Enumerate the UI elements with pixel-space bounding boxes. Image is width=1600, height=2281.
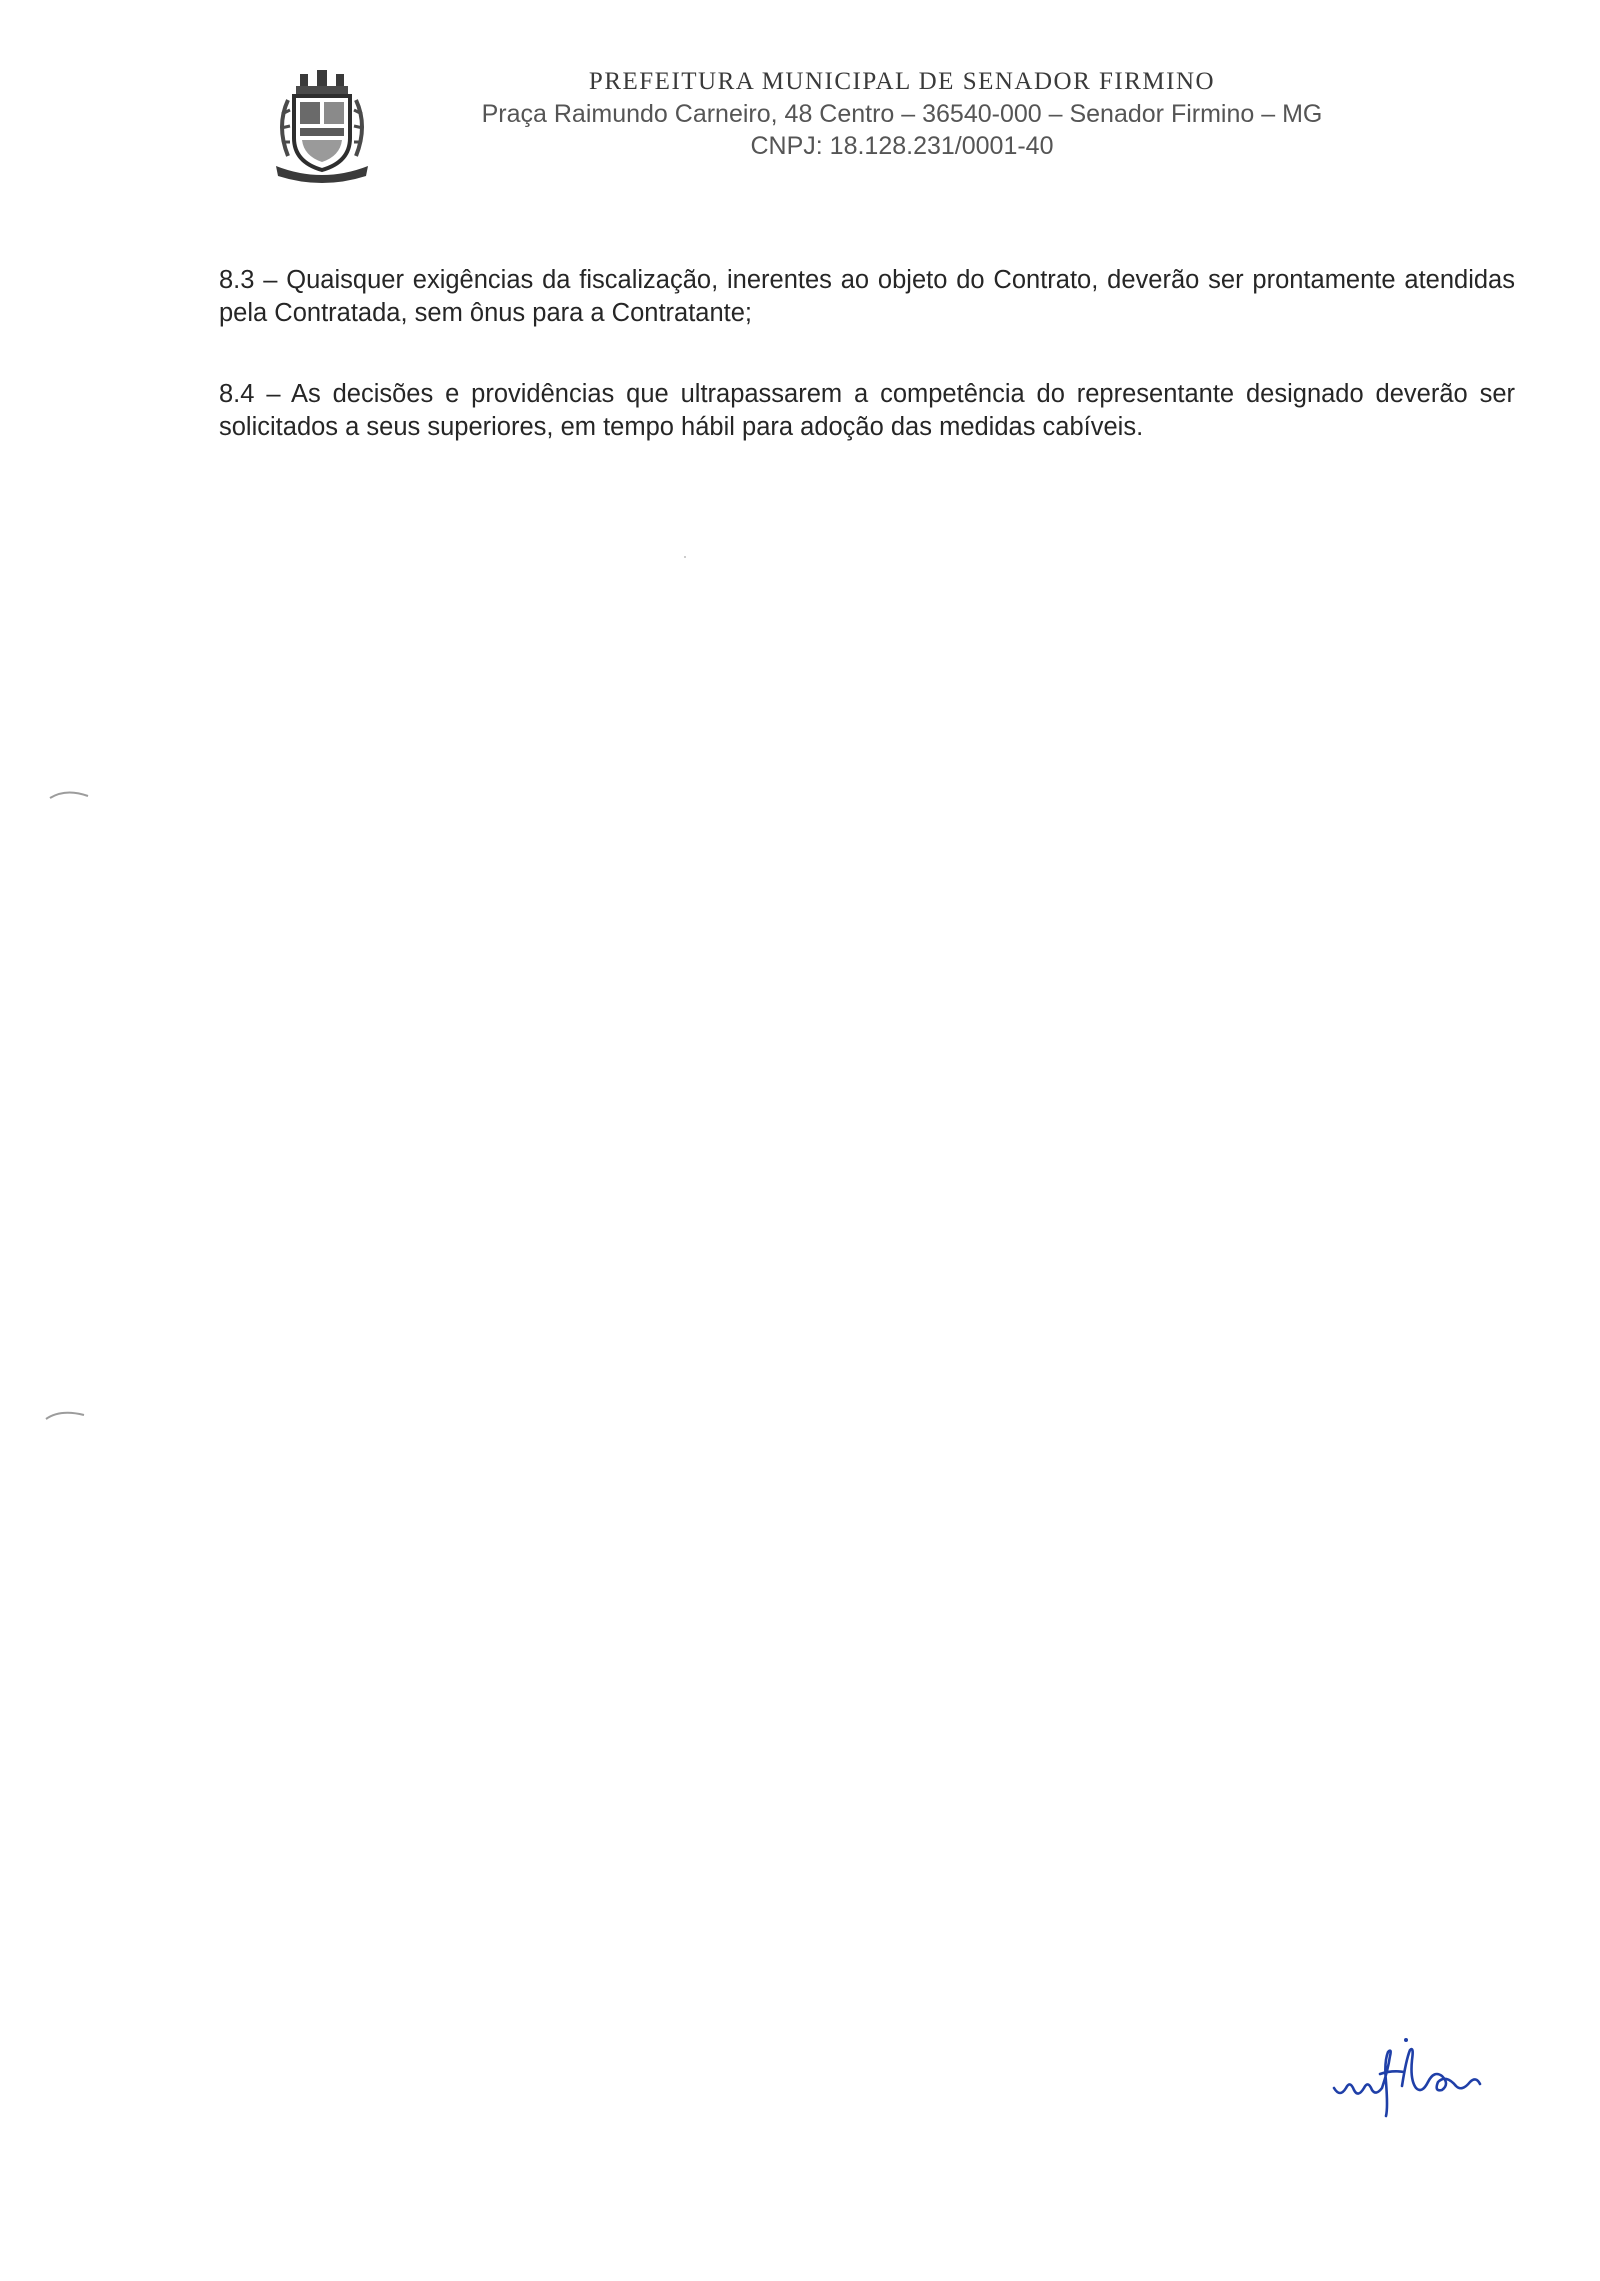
binding-mark-icon xyxy=(48,786,92,802)
handwritten-signature-icon xyxy=(1330,2030,1520,2120)
municipal-coat-of-arms-icon xyxy=(270,66,374,184)
binding-mark-icon xyxy=(44,1406,88,1422)
letterhead xyxy=(270,66,1410,186)
contract-clauses xyxy=(219,264,1515,492)
clause-8-4: 8.4 – As decisões e providências que ultrapassarem a competência do representante designado deverão ser solicitados a seus superiores, em tempo hábil para adoção das medidas cabíveis. xyxy=(219,380,1515,441)
municipality-name: PREFEITURA MUNICIPAL DE SENADOR FIRMINO xyxy=(588,68,1216,95)
municipality-cnpj: CNPJ: 18.128.231/0001-40 xyxy=(750,132,1054,160)
letterhead-text xyxy=(392,66,1412,162)
clause-8-3: 8.3 – Quaisquer exigências da fiscalização, inerentes ao objeto do Contrato, deverão ser prontamente atendidas pela Contratada, sem ônus para a Contratante; xyxy=(219,266,1515,327)
municipality-address: Praça Raimundo Carneiro, 48 Centro – 36540-000 – Senador Firmino – MG xyxy=(481,100,1323,128)
scan-artifact xyxy=(684,556,686,558)
